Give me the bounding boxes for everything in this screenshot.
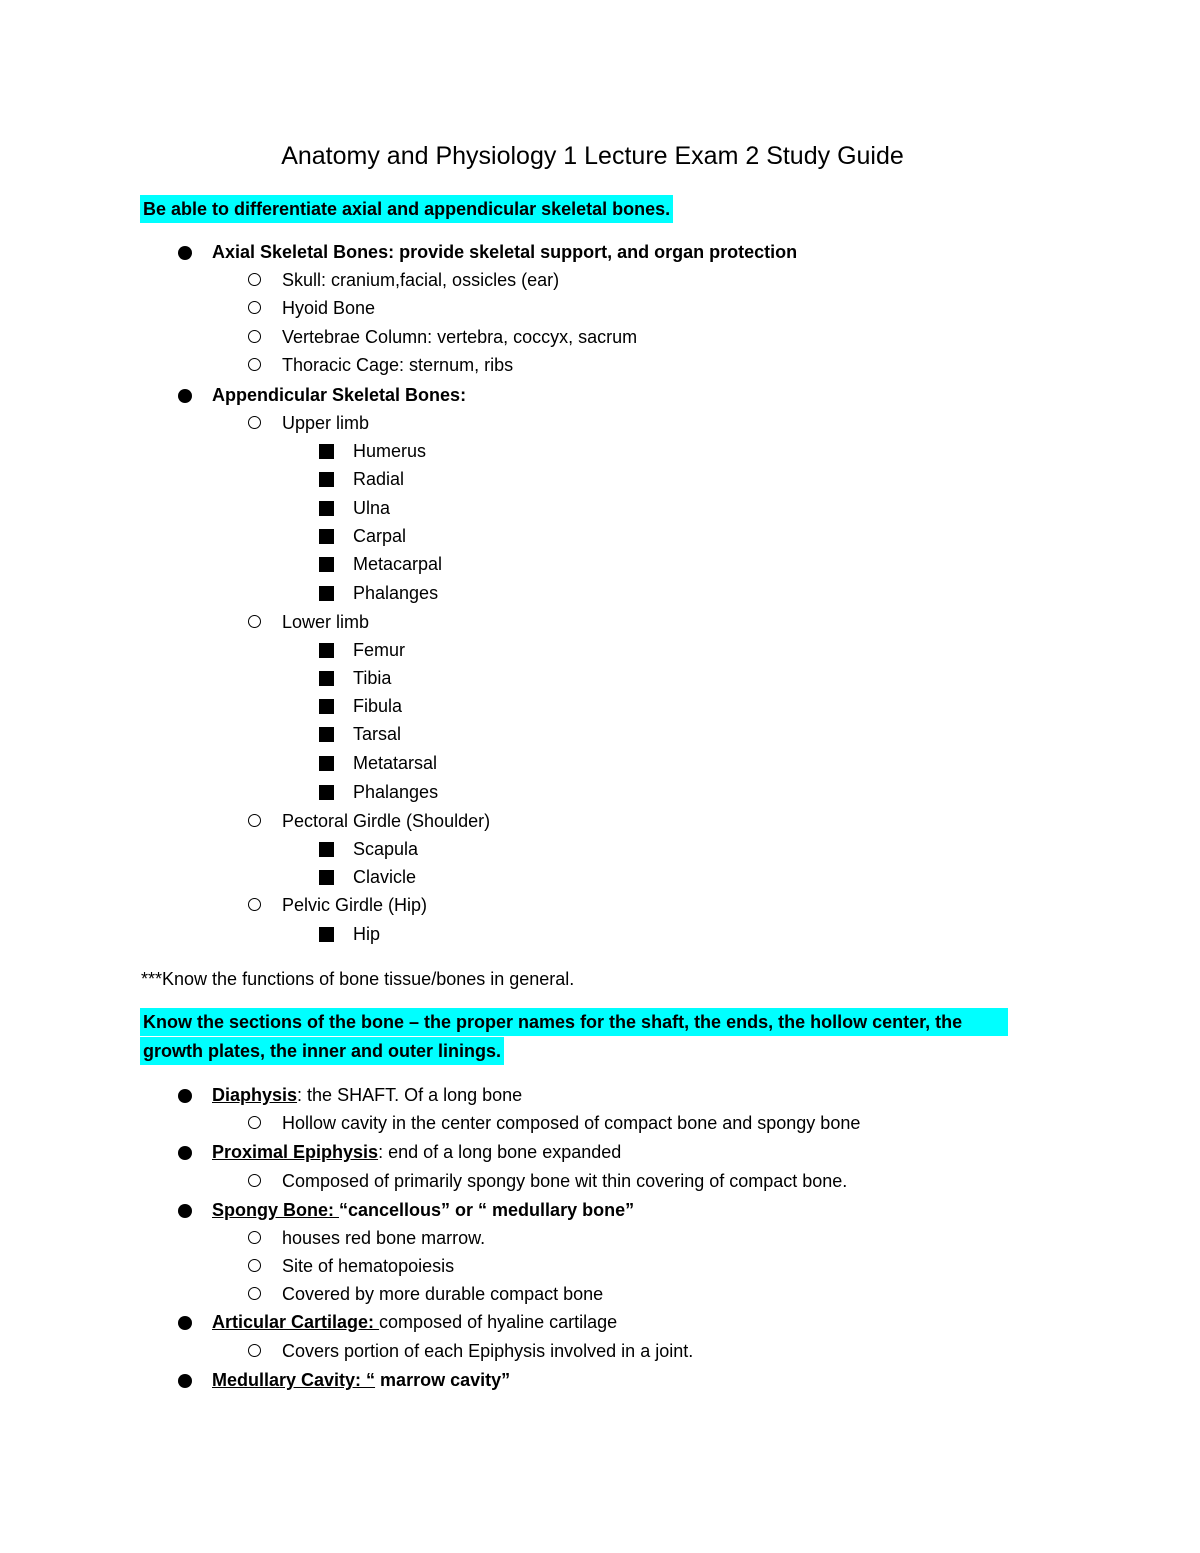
square-bullet-icon [319, 501, 334, 516]
circle-bullet-icon [248, 1231, 261, 1244]
square-bullet-icon [319, 557, 334, 572]
section-heading-skeletal: Be able to differentiate axial and appendicular skeletal bones. [140, 195, 673, 223]
bullet-icon [178, 1204, 192, 1218]
square-bullet-icon [319, 444, 334, 459]
bullet-icon [178, 1374, 192, 1388]
circle-bullet-icon [248, 1287, 261, 1300]
circle-bullet-icon [248, 416, 261, 429]
circle-bullet-icon [248, 301, 261, 314]
circle-bullet-icon [248, 273, 261, 286]
square-bullet-icon [319, 586, 334, 601]
page-title: Anatomy and Physiology 1 Lecture Exam 2 Study Guide [281, 142, 904, 170]
square-bullet-icon [319, 870, 334, 885]
bullet-icon [178, 389, 192, 403]
circle-bullet-icon [248, 1344, 261, 1357]
square-bullet-icon [319, 643, 334, 658]
square-bullet-icon [319, 671, 334, 686]
square-bullet-icon [319, 472, 334, 487]
square-bullet-icon [319, 927, 334, 942]
square-bullet-icon [319, 842, 334, 857]
bullet-icon [178, 1146, 192, 1160]
bullet-icon [178, 1316, 192, 1330]
circle-bullet-icon [248, 1116, 261, 1129]
note-text: ***Know the functions of bone tissue/bones in general. [141, 969, 575, 989]
circle-bullet-icon [248, 358, 261, 371]
square-bullet-icon [319, 699, 334, 714]
section-heading-bone-sections-2: growth plates, the inner and outer linings. [140, 1037, 504, 1065]
bullet-icon [178, 246, 192, 260]
bullet-icon [178, 1089, 192, 1103]
circle-bullet-icon [248, 814, 261, 827]
square-bullet-icon [319, 727, 334, 742]
circle-bullet-icon [248, 1259, 261, 1272]
document-page: Anatomy and Physiology 1 Lecture Exam 2 Study Guide Be able to differentiate axial and appendicular skeletal bones. Axial Skeletal Bones: provide skeletal support, and organ protection Skull: cranium,facial, ossicles (ear) Hyoid Bone Vertebrae Column: vertebra, coccyx, sacrum Thoracic Cage: sternum, ribs Appendicular Skeletal Bones: Upper limb Humerus Radial Ulna Carpal Metacarpal Phalanges Lower limb Femur Tibia Fibula Tarsal Metatarsal Phalanges Pectoral Girdle (Shoulder) Scapula Clavicle Pelvic Girdle (Hip) Hip ***Know the functions of bone tissue/bones in general. Know the sections of the bone – the proper names for the shaft, the ends, the hollow center, the growth plates, the inner and outer linings. Diaphysis: the SHAFT. Of a long bone Hollow cavity in the center composed of compact bone and spongy bone Proximal Epiphysis: end of a long bone expanded Composed of primarily spongy bone wit thin covering of compact bone. Spongy Bone: “cancellous” or “ medullary bone” houses red bone marrow. Site of hematopoiesis Covered by more durable compact bone Articular Cartilage: composed of hyaline cartilage Covers portion of each Epiphysis involved in a joint. Medullary Cavity: “ marrow cavity” [0, 0, 1200, 1553]
circle-bullet-icon [248, 330, 261, 343]
circle-bullet-icon [248, 898, 261, 911]
square-bullet-icon [319, 756, 334, 771]
square-bullet-icon [319, 529, 334, 544]
circle-bullet-icon [248, 1174, 261, 1187]
square-bullet-icon [319, 785, 334, 800]
section-heading-bone-sections-1: Know the sections of the bone – the proper names for the shaft, the ends, the hollow center, the [140, 1008, 1008, 1036]
circle-bullet-icon [248, 615, 261, 628]
